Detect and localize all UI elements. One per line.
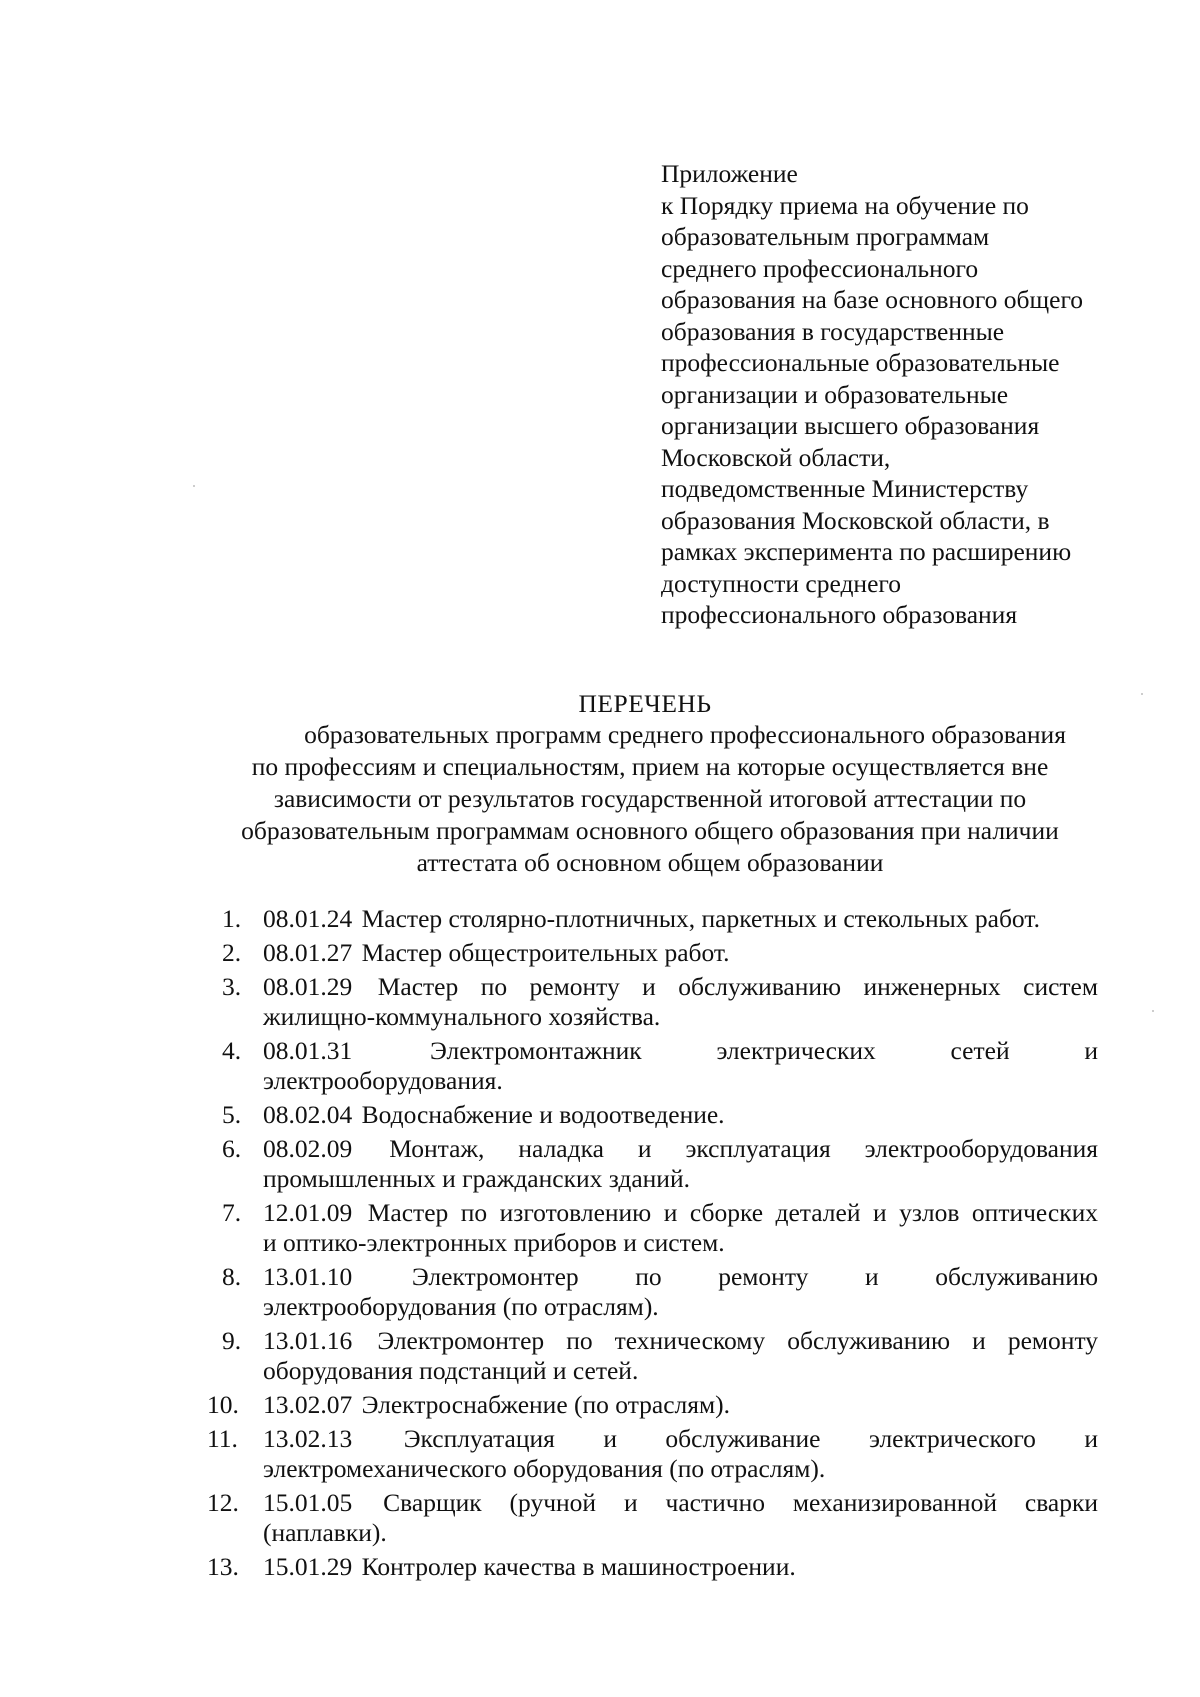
item-number: 10. bbox=[207, 1390, 239, 1419]
item-code: 12.01.09 bbox=[263, 1198, 353, 1227]
item-number: 12. bbox=[207, 1488, 239, 1517]
item-text: Электромонтер по техническому обслуживанию и ремонту bbox=[377, 1326, 1098, 1355]
scan-speck bbox=[1152, 1010, 1154, 1012]
item-number: 1. bbox=[222, 904, 242, 933]
subtitle-line: зависимости от результатов государственной итоговой аттестации по bbox=[273, 784, 1027, 813]
appendix-line: рамках эксперимента по расширению bbox=[661, 537, 1072, 566]
list-item bbox=[207, 1390, 1098, 1420]
item-code: 13.01.16 bbox=[263, 1326, 353, 1355]
item-code: 08.01.24 bbox=[263, 904, 353, 933]
item-text-continued: электромеханического оборудования (по отраслям). bbox=[263, 1454, 826, 1483]
appendix-line: организации и образовательные bbox=[661, 379, 1009, 409]
appendix-line: образования Московской области, в bbox=[661, 505, 1050, 535]
list-item bbox=[222, 904, 1098, 934]
item-code: 08.01.31 bbox=[263, 1036, 353, 1065]
item-text: Электромонтер по ремонту и обслуживанию bbox=[411, 1262, 1099, 1291]
subtitle-line: образовательным программам основного общего образования при наличии bbox=[241, 816, 1059, 845]
item-number: 3. bbox=[222, 972, 242, 1001]
item-text: Мастер по ремонту и обслуживанию инженерных систем bbox=[377, 972, 1099, 1001]
subtitle-line: по профессиям и специальностям, прием на которые осуществляется вне bbox=[251, 752, 1049, 781]
list-item bbox=[222, 1036, 1098, 1096]
item-code: 08.01.27 bbox=[263, 938, 353, 967]
item-text: Контролер качества в машиностроении. bbox=[361, 1552, 796, 1581]
item-line-justified bbox=[263, 1036, 1098, 1066]
item-text-continued: электрооборудования (по отраслям). bbox=[263, 1292, 659, 1321]
item-number: 13. bbox=[207, 1552, 239, 1581]
item-number: 4. bbox=[222, 1036, 242, 1065]
item-text-continued: электрооборудования. bbox=[263, 1066, 503, 1095]
item-text-continued: (наплавки). bbox=[263, 1518, 387, 1547]
list-item bbox=[222, 1198, 1098, 1258]
item-number: 8. bbox=[222, 1262, 242, 1291]
appendix-line: Приложение bbox=[661, 159, 798, 188]
item-code: 15.01.29 bbox=[263, 1552, 353, 1581]
item-code: 08.02.04 bbox=[263, 1100, 353, 1129]
program-list bbox=[207, 904, 1099, 1586]
item-number: 6. bbox=[222, 1134, 242, 1163]
subtitle-line: образовательных программ среднего профессионального образования bbox=[304, 720, 1066, 749]
subtitle-line: аттестата об основном общем образовании bbox=[416, 848, 884, 877]
list-item bbox=[222, 1326, 1098, 1386]
item-text-continued: жилищно-коммунального хозяйства. bbox=[263, 1002, 661, 1031]
list-item bbox=[207, 1552, 1098, 1582]
item-text: Мастер по изготовлению и сборке деталей и узлов оптических bbox=[367, 1198, 1098, 1227]
appendix-line: доступности среднего bbox=[661, 568, 901, 598]
item-text: Мастер общестроительных работ. bbox=[361, 938, 730, 967]
list-item bbox=[222, 1262, 1098, 1322]
list-item bbox=[207, 1488, 1099, 1548]
list-item bbox=[222, 938, 1098, 968]
document-title: ПЕРЕЧЕНЬ bbox=[578, 689, 712, 718]
appendix-line: профессионального образования bbox=[661, 600, 1018, 629]
item-text: Электромонтажник электрических сетей и bbox=[430, 1036, 1098, 1065]
item-text-continued: и оптико-электронных приборов и систем. bbox=[263, 1228, 725, 1257]
appendix-line: образования на базе основного общего bbox=[661, 285, 1084, 314]
appendix-line: организации высшего образования bbox=[661, 411, 1040, 440]
appendix-line: профессиональные образовательные bbox=[661, 348, 1060, 377]
appendix-line: образования в государственные bbox=[661, 316, 1005, 346]
item-number: 11. bbox=[207, 1424, 238, 1453]
item-text: Монтаж, наладка и эксплуатация электрооборудования bbox=[389, 1134, 1099, 1163]
document-subtitle bbox=[200, 719, 1100, 879]
item-text: Электроснабжение (по отраслям). bbox=[361, 1390, 730, 1419]
appendix-line: Московской области, bbox=[661, 442, 891, 472]
item-number: 2. bbox=[222, 938, 242, 967]
list-item bbox=[222, 1100, 1098, 1130]
item-number: 9. bbox=[222, 1326, 242, 1355]
item-code: 08.01.29 bbox=[263, 972, 353, 1001]
item-text: Мастер столярно-плотничных, паркетных и стекольных работ. bbox=[361, 904, 1040, 933]
item-code: 13.01.10 bbox=[263, 1262, 353, 1291]
item-text-continued: оборудования подстанций и сетей. bbox=[263, 1356, 639, 1385]
item-code: 08.02.09 bbox=[263, 1134, 353, 1163]
list-item bbox=[207, 1424, 1099, 1484]
item-code: 13.02.07 bbox=[263, 1390, 353, 1419]
item-number: 7. bbox=[222, 1198, 242, 1227]
item-text: Эксплуатация и обслуживание электрического и bbox=[403, 1424, 1099, 1453]
list-item bbox=[222, 972, 1098, 1032]
appendix-line: образовательным программам bbox=[661, 222, 990, 251]
item-code: 13.02.13 bbox=[263, 1424, 353, 1453]
appendix-line: подведомственные Министерству bbox=[661, 474, 1029, 503]
item-text: Сварщик (ручной и частично механизированной сварки bbox=[383, 1488, 1099, 1517]
item-code: 15.01.05 bbox=[263, 1488, 353, 1517]
appendix-line: среднего профессионального bbox=[661, 253, 979, 283]
scan-speck bbox=[193, 485, 195, 487]
appendix-header bbox=[661, 158, 1131, 631]
list-item bbox=[222, 1134, 1098, 1194]
appendix-line: к Порядку приема на обучение по bbox=[661, 190, 1029, 220]
item-number: 5. bbox=[222, 1100, 242, 1129]
item-text-continued: промышленных и гражданских зданий. bbox=[263, 1164, 690, 1193]
item-text: Водоснабжение и водоотведение. bbox=[361, 1100, 725, 1129]
